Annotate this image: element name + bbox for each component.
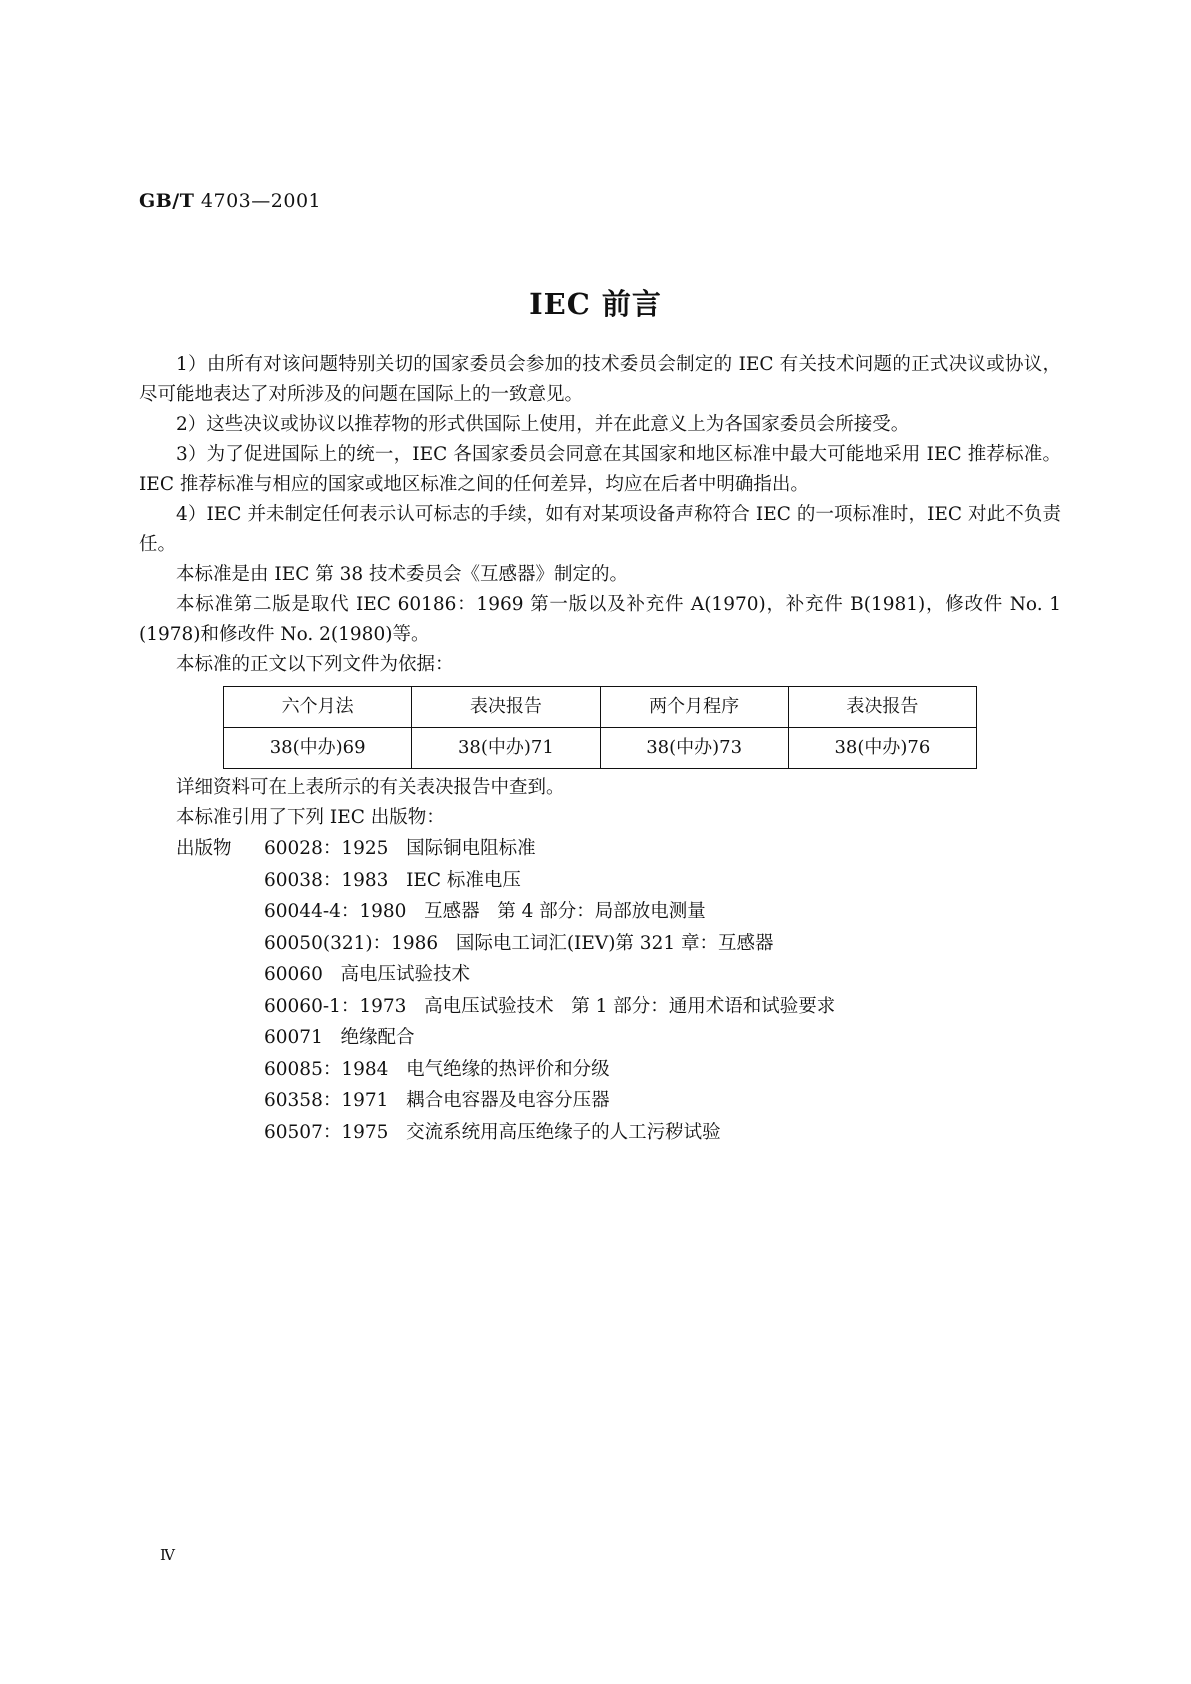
paragraph: 3）为了促进国际上的统一，IEC 各国家委员会同意在其国家和地区标准中最大可能地采用 IEC 推荐标准。IEC 推荐标准与相应的国家或地区标准之间的任何差异，均应在后者中明确指出。: [139, 444, 1061, 495]
paragraph: 4）IEC 并未制定任何表示认可标志的手续，如有对某项设备声称符合 IEC 的一项标准时，IEC 对此不负责任。: [139, 504, 1061, 555]
publication-entry: 60050(321)：1986 国际电工词汇(IEV)第 321 章：互感器: [264, 932, 774, 954]
standard-number: [139, 190, 321, 212]
standard-code: 4703—2001: [200, 190, 322, 212]
publication-entry: 60507：1975 交流系统用高压绝缘子的人工污秽试验: [264, 1121, 721, 1143]
table-cell: 38(中办)73: [600, 728, 788, 769]
table-header-cell: 表决报告: [412, 687, 600, 728]
list-item: [139, 1022, 1061, 1054]
table-cell: 38(中办)69: [224, 728, 412, 769]
page-title: IEC 前言: [529, 287, 662, 321]
list-item: [139, 865, 1061, 897]
publication-entry: 60085：1984 电气绝缘的热评价和分级: [264, 1058, 610, 1080]
voting-documents-table: [223, 686, 977, 769]
publication-list: [139, 833, 1061, 1148]
table-row: [224, 728, 977, 769]
page-number: Ⅳ: [160, 1546, 175, 1564]
list-item: [139, 991, 1061, 1023]
publication-entry: 60358：1971 耦合电容器及电容分压器: [264, 1090, 610, 1111]
paragraph: 2）这些决议或协议以推荐物的形式供国际上使用，并在此意义上为各国家委员会所接受。: [176, 414, 910, 435]
list-item: [139, 1054, 1061, 1086]
list-item: [139, 1117, 1061, 1149]
document-body: [139, 350, 1061, 1148]
list-item: [139, 1085, 1061, 1117]
list-item: [139, 928, 1061, 960]
table-header-cell: 表决报告: [788, 687, 976, 728]
paragraph: 本标准引用了下列 IEC 出版物：: [176, 807, 445, 828]
publication-list-label: 出版物: [176, 838, 232, 859]
table-cell: 38(中办)76: [788, 728, 976, 769]
standard-prefix: GB/T: [139, 190, 195, 212]
paragraph: 详细资料可在上表所示的有关表决报告中查到。: [176, 777, 565, 798]
publication-entry: 60044-4：1980 互感器 第 4 部分：局部放电测量: [264, 901, 706, 922]
paragraph: 1）由所有对该问题特别关切的国家委员会参加的技术委员会制定的 IEC 有关技术问题的正式决议或协议，尽可能地表达了对所涉及的问题在国际上的一致意见。: [139, 354, 1061, 405]
paragraph: 本标准第二版是取代 IEC 60186：1969 第一版以及补充件 A(1970)，补充件 B(1981)，修改件 No. 1 (1978)和修改件 No. 2(1980)等。: [139, 594, 1061, 645]
table-header-row: [224, 687, 977, 728]
table-header-cell: 两个月程序: [600, 687, 788, 728]
publication-entry: 60028：1925 国际铜电阻标准: [264, 838, 536, 859]
publication-entry: 60038：1983 IEC 标准电压: [264, 869, 521, 891]
publication-entry: 60060 高电压试验技术: [264, 964, 470, 985]
table-header-cell: 六个月法: [224, 687, 412, 728]
paragraph: 本标准是由 IEC 第 38 技术委员会《互感器》制定的。: [176, 564, 629, 585]
list-item: [139, 833, 1061, 865]
publication-entry: 60071 绝缘配合: [264, 1027, 415, 1048]
paragraph: 本标准的正文以下列文件为依据：: [176, 654, 454, 675]
list-item: [139, 896, 1061, 928]
list-item: [139, 959, 1061, 991]
table-cell: 38(中办)71: [412, 728, 600, 769]
publication-entry: 60060-1：1973 高电压试验技术 第 1 部分：通用术语和试验要求: [264, 995, 836, 1017]
